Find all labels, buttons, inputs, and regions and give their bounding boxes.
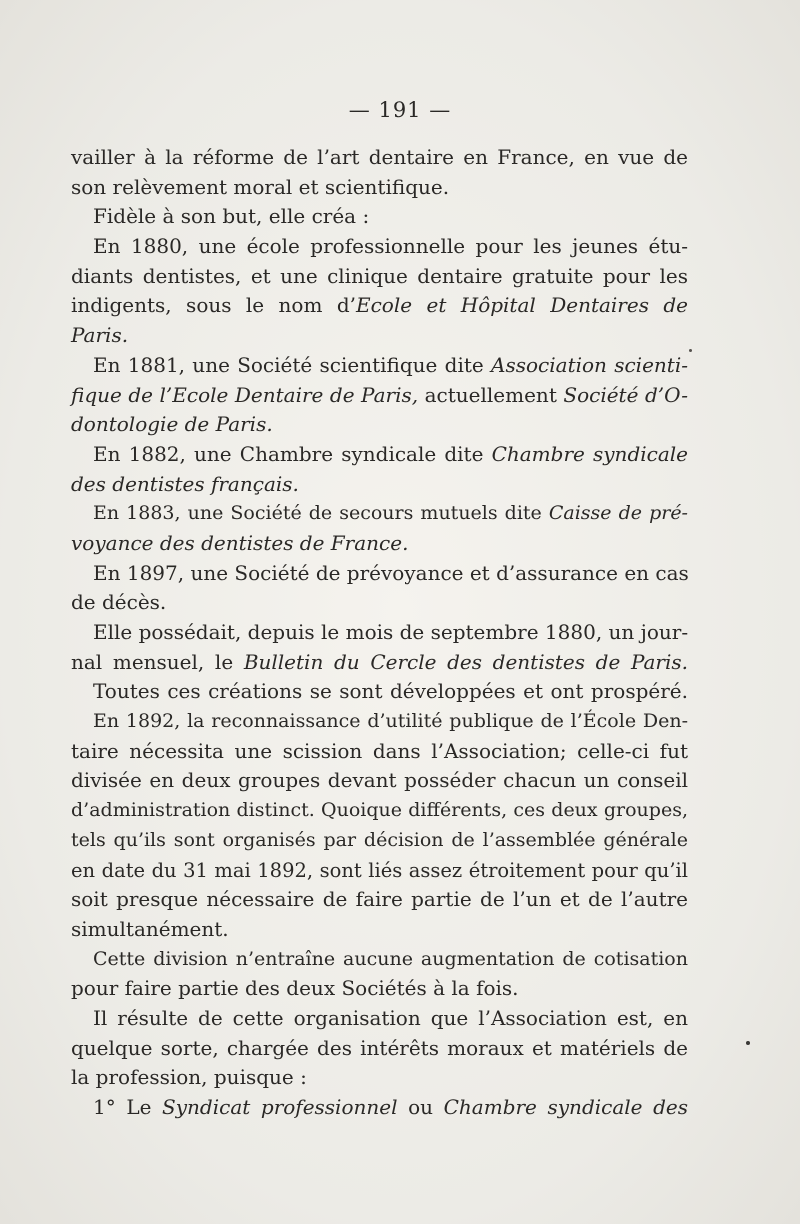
- text-line: [71, 885, 688, 915]
- text-line: [71, 945, 688, 975]
- text-segment: ou: [397, 1095, 444, 1119]
- text-line: [71, 470, 688, 500]
- text-line: [71, 707, 688, 737]
- italic-text: Société d’O-: [563, 382, 688, 407]
- text-segment: En 1897, une Société de prévoyance et d’assurance en cas: [93, 560, 689, 585]
- page-number: — 191 —: [348, 98, 452, 122]
- text-segment: En 1883, une Société de secours mutuels dite: [93, 502, 549, 525]
- text-line: [71, 529, 688, 559]
- text-segment: diants dentistes, et une clinique dentaire gratuite pour les: [71, 263, 688, 288]
- text-segment: la profession, puisque :: [71, 1065, 307, 1090]
- text-line: [71, 588, 688, 618]
- text-segment: en date du 31 mai 1892, sont liés assez étroitement pour qu’il: [71, 858, 688, 882]
- text-segment: taire nécessita une scission dans l’Association; celle-ci fut: [71, 738, 688, 763]
- ink-speck: [689, 349, 692, 352]
- italic-text: Bulletin du Cercle des dentistes de Paris.: [243, 649, 689, 674]
- text-line: [71, 1093, 688, 1123]
- text-segment: Cette division n’entraîne aucune augmentation de cotisation: [93, 947, 688, 970]
- text-segment: d’administration distinct. Quoique différents, ces deux groupes,: [71, 799, 688, 822]
- text-line: [71, 202, 688, 232]
- text-segment: simultanément.: [71, 916, 229, 941]
- text-segment: actuellement: [418, 382, 564, 407]
- italic-text: dontologie de Paris.: [71, 412, 273, 437]
- text-segment: En 1892, la reconnaissance d’utilité publique de l’École Den-: [93, 710, 688, 733]
- italic-text: Association scienti-: [491, 352, 688, 377]
- italic-text: Chambre syndicale des: [443, 1095, 689, 1119]
- text-segment: nal mensuel, le: [71, 649, 244, 674]
- text-line: [71, 559, 688, 589]
- text-line: [71, 915, 688, 945]
- text-line: [71, 262, 688, 292]
- text-line: [71, 766, 688, 796]
- text-line: [71, 796, 688, 826]
- italic-text: Caisse de pré-: [548, 502, 688, 525]
- ink-speck: [746, 1041, 750, 1045]
- text-line: [71, 321, 688, 351]
- italic-text: Chambre syndicale: [491, 441, 688, 466]
- text-segment: 1° Le: [93, 1095, 163, 1119]
- text-segment: indigents, sous le nom d’: [71, 293, 356, 318]
- text-segment: de décès.: [71, 590, 167, 615]
- text-segment: quelque sorte, chargée des intérêts moraux et matériels de: [71, 1035, 688, 1060]
- text-line: [71, 856, 688, 886]
- text-line: [71, 381, 688, 411]
- text-segment: En 1880, une école professionnelle pour les jeunes étu-: [93, 234, 688, 259]
- text-segment: Toutes ces créations se sont développées et ont prospéré.: [93, 679, 688, 704]
- text-line: [71, 737, 688, 767]
- text-segment: soit presque nécessaire de faire partie de l’un et de l’autre: [71, 887, 688, 912]
- text-line: [71, 648, 688, 678]
- text-line: [71, 232, 688, 262]
- text-line: [71, 173, 688, 203]
- text-segment: En 1882, une Chambre syndicale dite: [93, 441, 492, 466]
- text-segment: pour faire partie des deux Sociétés à la fois.: [71, 976, 519, 1001]
- italic-text: Ecole et Hôpital Dentaires de: [356, 293, 689, 318]
- text-line: [71, 351, 688, 381]
- text-line: [71, 974, 688, 1004]
- text-segment: Fidèle à son but, elle créa :: [93, 204, 370, 229]
- italic-text: voyance des dentistes de France.: [71, 530, 409, 555]
- text-segment: tels qu’ils sont organisés par décision de l’assemblée générale: [71, 828, 688, 851]
- text-segment: vailler à la réforme de l’art dentaire en France, en vue de: [71, 145, 688, 169]
- text-line: [71, 618, 688, 648]
- text-segment: son relèvement moral et scientifique.: [71, 174, 450, 199]
- text-segment: En 1881, une Société scientifique dite: [93, 352, 492, 377]
- text-segment: Il résulte de cette organisation que l’Association est, en: [93, 1005, 688, 1030]
- text-line: [71, 410, 688, 440]
- text-segment: Elle possédait, depuis le mois de septembre 1880, un jour-: [93, 620, 689, 644]
- text-line: [71, 143, 688, 173]
- text-line: [71, 677, 688, 707]
- italic-text: des dentistes français.: [71, 471, 299, 496]
- text-segment: divisée en deux groupes devant posséder chacun un conseil: [71, 768, 688, 793]
- text-line: [71, 499, 688, 529]
- text-line: [71, 440, 688, 470]
- text-line: [71, 826, 688, 856]
- text-line: [71, 1063, 688, 1093]
- italic-text: Paris.: [71, 323, 129, 348]
- italic-text: Syndicat professionnel: [162, 1095, 398, 1119]
- text-line: [71, 291, 688, 321]
- body-text: [71, 143, 688, 1123]
- text-line: [71, 1004, 688, 1034]
- text-line: [71, 1034, 688, 1064]
- italic-text: fique de l’Ecole Dentaire de Paris,: [71, 382, 419, 407]
